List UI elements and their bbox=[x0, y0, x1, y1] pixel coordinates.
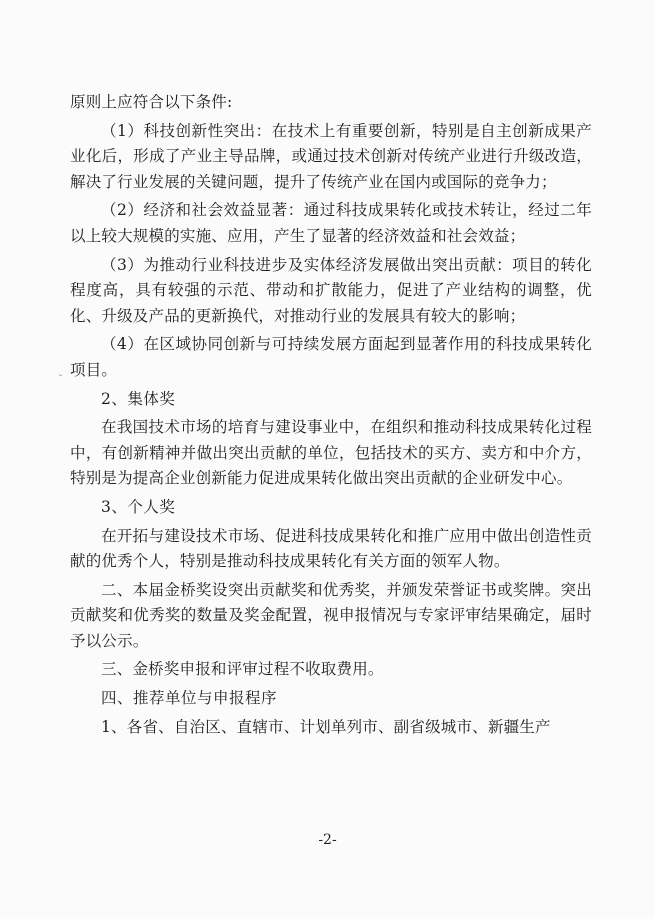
document-body bbox=[70, 90, 592, 743]
section-three: 三、金桥奖申报和评审过程不收取费用。 bbox=[101, 660, 384, 679]
condition-3: （3）为推动行业科技进步及实体经济发展做出突出贡献：项目的转化程度高，具有较强的示范、带动和扩散能力，促进了产业结构的调整，优化、升级及产品的更新换代，对推动行业的发展具有较大的影响； bbox=[70, 255, 592, 325]
condition-4: （4）在区域协同创新与可持续发展方面起到显著作用的科技成果转化项目。 bbox=[70, 335, 592, 379]
condition-1: （1）科技创新性突出：在技术上有重要创新，特别是自主创新成果产业化后，形成了产业主导品牌，或通过技术创新对传统产业进行升级改造，解决了行业发展的关键问题，提升了传统产业在国内或国际的竞争力； bbox=[70, 121, 592, 191]
collective-award-heading: 2、集体奖 bbox=[101, 389, 176, 408]
section-four-heading: 四、推荐单位与申报程序 bbox=[101, 689, 278, 708]
condition-2: （2）经济和社会效益显著：通过科技成果转化或技术转让，经过二年以上较大规模的实施、应用，产生了显著的经济效益和社会效益； bbox=[70, 201, 592, 245]
scan-artifact-mark: ˷ bbox=[58, 366, 63, 377]
section-two: 二、本届金桥奖设突出贡献奖和优秀奖，并颁发荣誉证书或奖牌。突出贡献奖和优秀奖的数量及奖金配置，视申报情况与专家评审结果确定，届时予以公示。 bbox=[70, 580, 592, 650]
collective-award-text: 在我国技术市场的培育与建设事业中，在组织和推动科技成果转化过程中，有创新精神并做出突出贡献的单位，包括技术的买方、卖方和中介方，特别是为提高企业创新能力促进成果转化做出突出贡献的企业研发中心。 bbox=[70, 418, 592, 488]
individual-award-heading: 3、个人奖 bbox=[101, 497, 176, 516]
intro-line: 原则上应符合以下条件: bbox=[70, 93, 233, 111]
section-four-item-1: 1、各省、自治区、直辖市、计划单列市、副省级城市、新疆生产 bbox=[101, 717, 551, 736]
individual-award-text: 在开拓与建设技术市场、促进科技成果转化和推广应用中做出创造性贡献的优秀个人，特别是推动科技成果转化有关方面的领军人物。 bbox=[70, 526, 592, 571]
page-number: -2- bbox=[318, 832, 337, 848]
